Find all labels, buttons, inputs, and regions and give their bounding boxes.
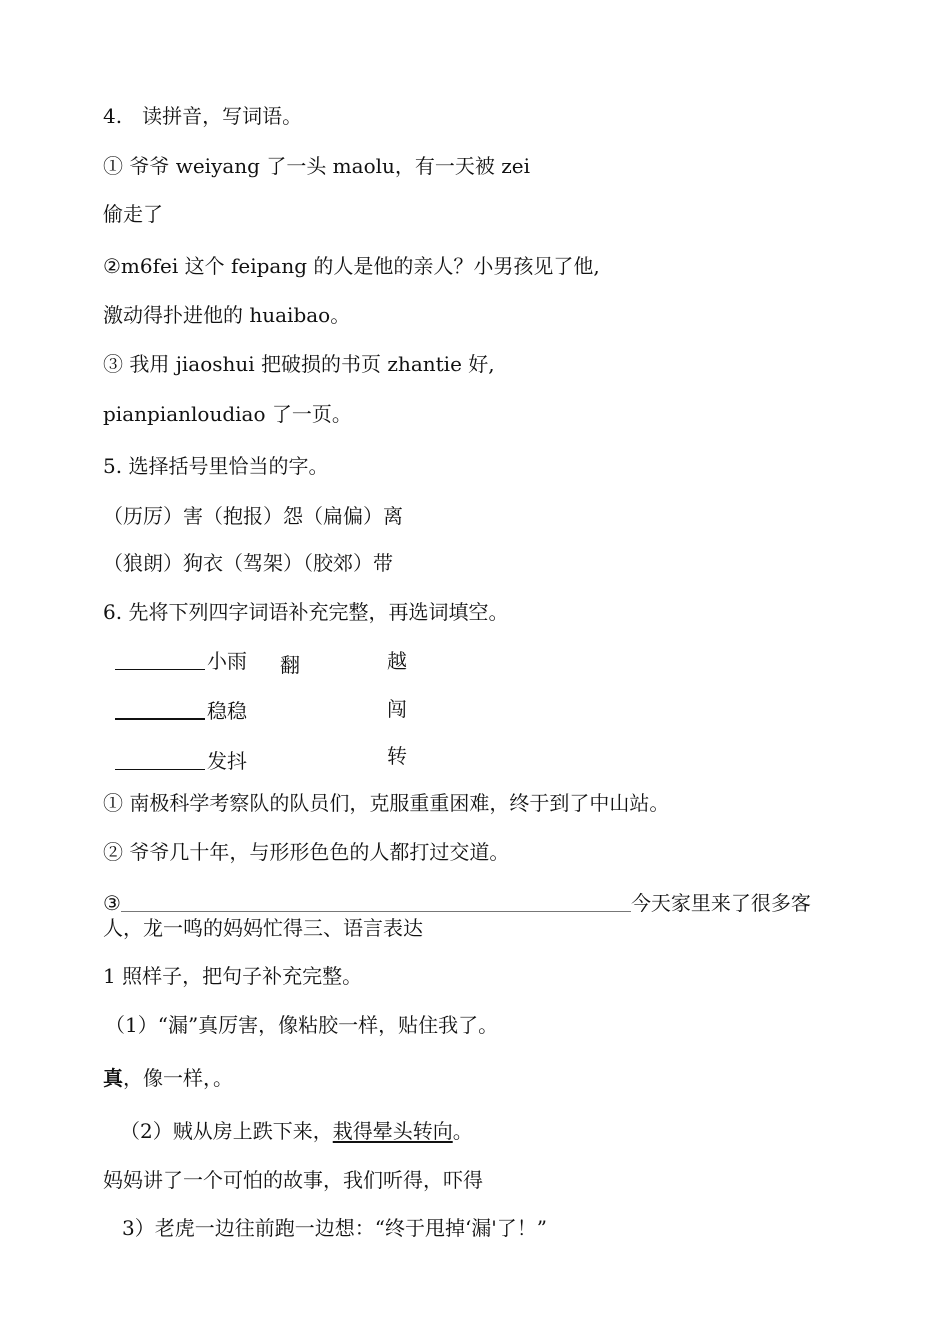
q5-line-1: （历厉）害（抱报）怨（扁偏）离 [103, 504, 403, 528]
q6-sentence-3-marker: ③ [103, 891, 121, 915]
q4-title: 4. 读拼音，写词语。 [103, 104, 303, 128]
part3-answer-1-rest: ，像一样，。 [123, 1066, 233, 1090]
q5-title: 5. 选择括号里恰当的字。 [103, 454, 329, 478]
q6-option-fan: 翻 [280, 653, 300, 677]
q4-line-5: ③ 我用 jiaoshui 把破损的书页 zhantie 好, [103, 352, 495, 376]
q4-line-1: ① 爷爷 weiyang 了一头 maolu，有一天被 zei [103, 154, 531, 178]
q6-word-blank-1[interactable] [115, 649, 205, 670]
q6-option-zhuan: 转 [387, 744, 407, 768]
q4-line-3: ②m6fei 这个 feipang 的人是他的亲人？小男孩见了他, [103, 254, 600, 278]
q6-word-2: 稳稳 [207, 699, 247, 723]
part3-answer-1 [103, 1065, 233, 1091]
q6-title: 6. 先将下列四字词语补充完整，再选词填空。 [103, 600, 509, 624]
part3-answer-1-bold: 真 [103, 1066, 123, 1090]
q6-word-blank-3[interactable] [115, 749, 205, 770]
q4-line-2: 偷走了 [103, 202, 163, 226]
part3-example-2-end: 。 [452, 1119, 473, 1143]
q6-word-row-2 [115, 698, 247, 724]
part3-q1-title: 1 照样子，把句子补充完整。 [103, 964, 363, 988]
q6-word-1: 小雨 [207, 649, 247, 673]
q5-line-2: （狼朗）狗衣（驾架）（胶郊）带 [103, 551, 393, 575]
part3-example-2-start: （2）贼从房上跌下来， [120, 1119, 333, 1143]
q6-sentence-3-continued: 人，龙一鸣的妈妈忙得三、语言表达 [103, 916, 423, 940]
q6-sentence-1: ① 南极科学考察队的队员们，克服重重困难，终于到了中山站。 [103, 791, 670, 815]
q6-word-row-1 [115, 648, 247, 674]
part3-example-1: （1）“漏”真厉害，像粘胶一样，贴住我了。 [105, 1013, 499, 1037]
q4-line-6: pianpianloudiao 了一页。 [103, 402, 352, 426]
q4-line-4: 激动得扑进他的 huaibao。 [103, 303, 351, 327]
q6-sentence-3-tail: 今天家里来了很多客 [630, 891, 811, 915]
q6-word-3: 发抖 [207, 749, 247, 773]
q6-option-chuang: 闯 [387, 697, 407, 721]
q6-sentence-3-blank[interactable] [121, 891, 631, 912]
q6-word-blank-2[interactable] [115, 698, 205, 720]
q6-sentence-2: ② 爷爷几十年，与形形色色的人都打过交道。 [103, 840, 510, 864]
q6-sentence-3 [103, 890, 811, 916]
part3-example-2-underlined: 栽得晕头转向 [332, 1119, 453, 1143]
part3-example-2 [120, 1118, 473, 1144]
part3-answer-2: 妈妈讲了一个可怕的故事，我们听得，吓得 [103, 1168, 483, 1192]
part3-example-3: 3）老虎一边往前跑一边想：“终于甩掉‘漏'了！” [122, 1216, 548, 1240]
q6-word-row-3 [115, 748, 247, 774]
q6-option-yue: 越 [387, 649, 407, 673]
